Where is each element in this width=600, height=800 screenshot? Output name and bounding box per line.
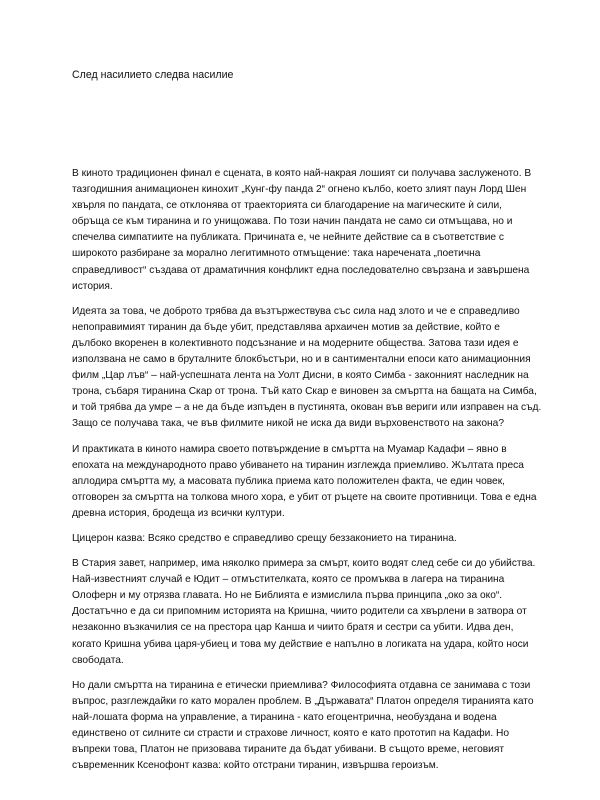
paragraph-4: Цицерон казва: Всяко средство е справедливо срещу беззаконието на тиранина.	[72, 532, 457, 544]
paragraph-1: В киното традиционен финал е сцената, в която най-накрая лошият си получава заслуженото. В тазгодишния анимационен кинохит „Кунг-фу панда 2“ огнено кълбо, което злият паун Лорд Шен хвърля по пандата, се отклонява от траекторията си благодарение на магическите ѝ сили, обръща се към тиранина и го унищожава. По този начин пандата не само си отмъщава, но и спечелва симпатиите на публиката. Причината е, че нейните действие са в съответствие с широкото разбиране за морално легитимното отмъщение: така наречената „поетична справедливост“ създава от драматичния конфликт една последователно свързана и завършена история.	[72, 168, 532, 292]
paragraph-3: И практиката в киното намира своето потвърждение в смъртта на Муамар Кадафи – явно в епохата на международното право убиването на тиранин изглежда приемливо. Жълтата преса аплодира смъртта му, а масовата публика приема като положителен факта, че един човек, отговорен за смъртта на толкова много хора, е убит от ръцете на своите противници. Това е една древна история, бродеща из всички култури.	[72, 443, 537, 519]
paragraph-6: Но дали смъртта на тиранина е етически приемлива? Философията отдавна се занимава с този въпрос, разглеждайки го като морален проблем. В „Държавата“ Платон определя тиранията като най-лошата форма на управление, а тиранина - като егоцентрична, необуздана и водена единствено от силните си страсти и страхове личност, която е като прототип на Кадафи. Но въпреки това, Платон не призовава тираните да бъдат убивани. В същото време, неговият съвременник Ксенофонт казва: който отстрани тиранин, извършва героизъм.	[72, 679, 534, 772]
paragraph-2: Идеята за това, че доброто трябва да възтържествува със сила над злото и че е справедливо непоправимият тиранин да бъде убит, представлява архаичен мотив за действие, който е дълбоко вкоренен в колективното подсъзнание и на модерните общества. Затова тази идея е използвана не само в бруталните блокбъстъри, но и в сантиментални епоси като анимационния филм „Цар лъв“ – най-успешната лента на Уолт Дисни, в която Симба - законният наследник на трона, събаря тиранина Скар от трона. Тъй като Скар е виновен за смъртта на бащата на Симба, и той трябва да умре – а не да бъде изпъден в пустинята, окован във вериги или изправен на съд. Защо се получава така, че във филмите никой не иска да види върховенството на закона?	[72, 305, 542, 430]
document-body	[72, 166, 542, 783]
paragraph-5: В Стария завет, например, има няколко примера за смърт, които водят след себе си до убийства. Най-известният случай е Юдит – отмъстителката, която се промъква в лагера на тиранина Олоферн и му отрязва главата. Но не Библията е измислила първа принципа „око за око“. Достатъчно е да си припомним историята на Кришна, чиито родители са хвърлени в затвора от незаконно възкачилия се на престора цар Канша и чиито братя и сестри са убити. Идва ден, когато Кришна убива царя-убиец и това му действие е напълно в логиката на удара, който носи свободата.	[72, 558, 536, 666]
document-title: След насилието следва насилие	[72, 69, 234, 81]
